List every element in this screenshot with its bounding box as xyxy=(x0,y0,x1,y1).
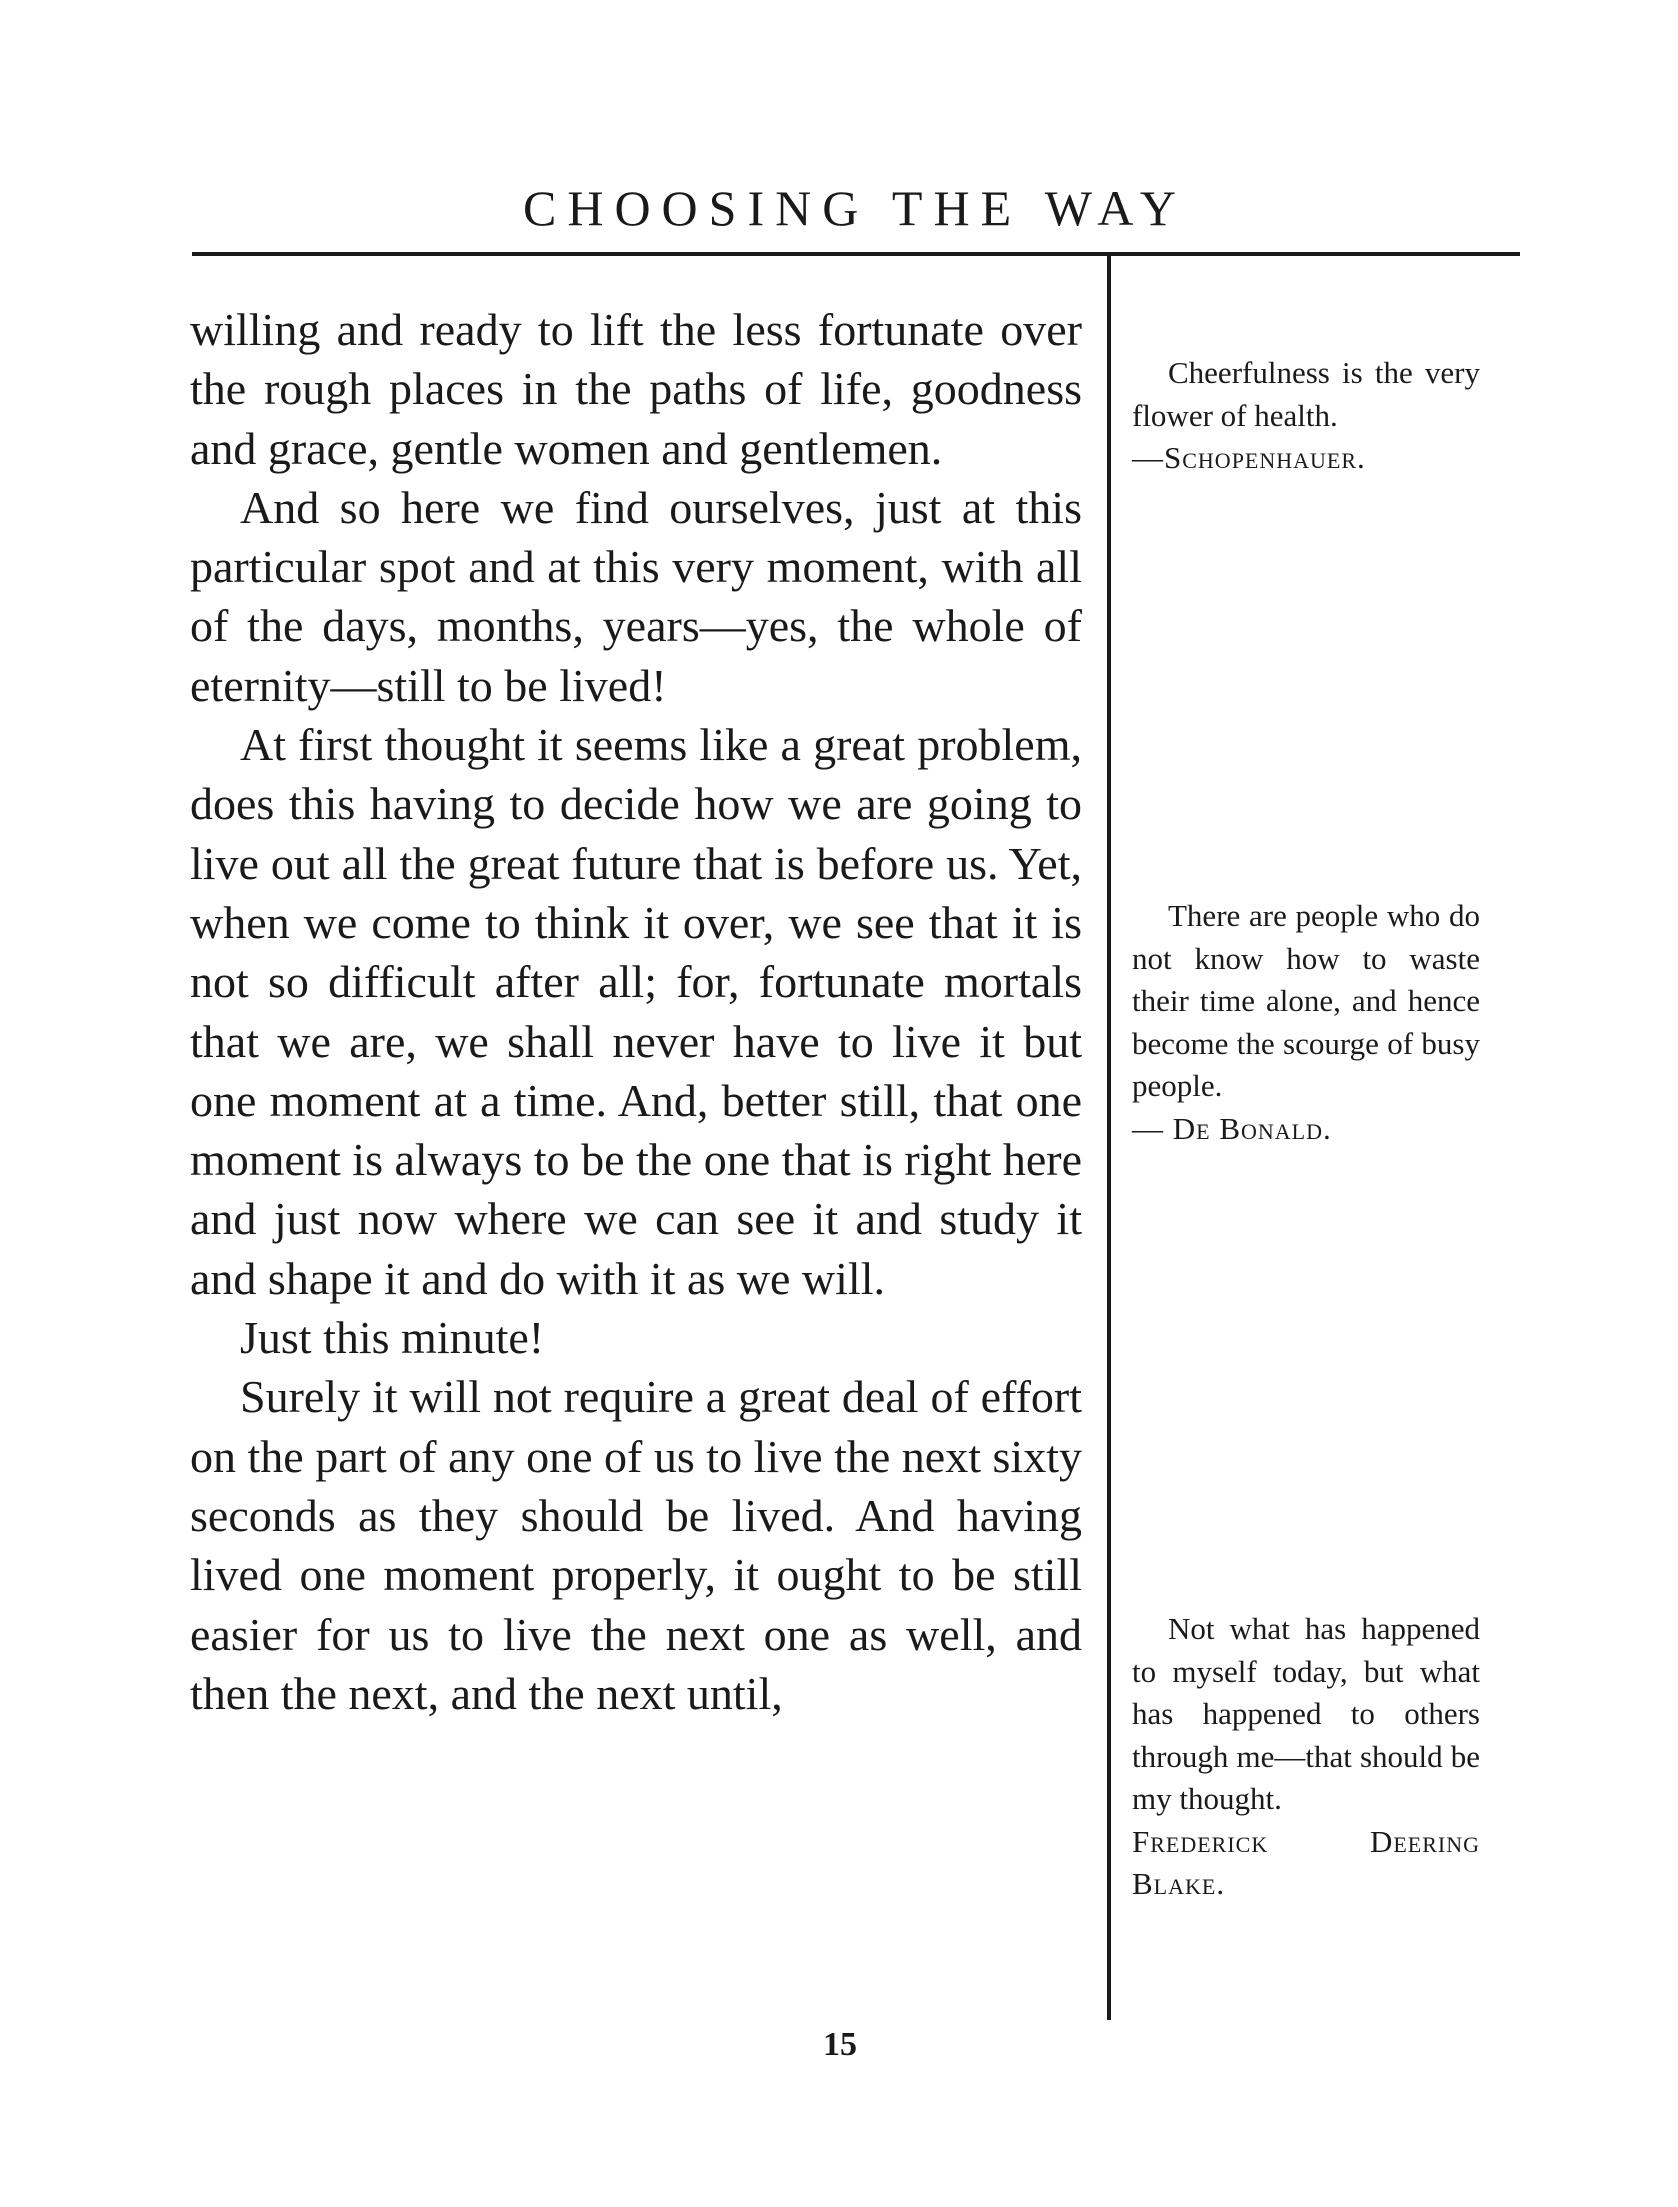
main-paragraph-2: And so here we find ourselves, just at this particular spot and at this very moment, with all of the days, months, years—yes, the whole of eternity—still to be lived! xyxy=(190,481,1082,711)
sidenote-2-text: There are people who do not know how to waste their time alone, and hence become the scourge of busy people. xyxy=(1132,898,1480,1103)
main-paragraph-5: Surely it will not require a great deal of effort on the part of any one of us to live the next sixty seconds as they should be lived. And having lived one moment properly, it ought to be still easier for us to live the next one as well, and then the next, and the next until, xyxy=(190,1371,1082,1719)
sidenote-3-author: Frederick Deering Blake. xyxy=(1132,1823,1480,1901)
sidenote-1-text: Cheerfulness is the very flower of health. xyxy=(1132,355,1480,433)
page-number: 15 xyxy=(823,2026,857,2063)
main-paragraph-4: Just this minute! xyxy=(240,1312,545,1364)
column-divider-rule xyxy=(1107,255,1111,2020)
sidenote-3-text: Not what has happened to myself today, but what has happened to others through me—that should be my thought. xyxy=(1132,1611,1480,1816)
main-paragraph-3: At first thought it seems like a great problem, does this having to decide how we are going to live out all the great future that is before us. Yet, when we come to think it over, we see that it is not so difficult after all; for, fortunate mortals that we are, we shall never have to live it but one moment at a time. And, better still, that one moment is always to be the one that is right here and just now where we can see it and study it and shape it and do with it as we will. xyxy=(190,719,1082,1304)
sidenote-1-author: —Schopenhauer. xyxy=(1132,440,1366,475)
main-text-column xyxy=(190,300,1082,1723)
sidenote-2-author: — De Bonald. xyxy=(1132,1110,1332,1146)
sidenote-3 xyxy=(1132,1608,1480,1906)
header-rule xyxy=(192,252,1520,256)
main-paragraph-1: willing and ready to lift the less fortunate over the rough places in the paths of life, goodness and grace, gentle women and gentlemen. xyxy=(190,304,1082,474)
running-header-title: CHOOSING THE WAY xyxy=(522,180,1187,236)
sidenote-2 xyxy=(1132,895,1480,1150)
sidenote-1 xyxy=(1132,352,1480,480)
